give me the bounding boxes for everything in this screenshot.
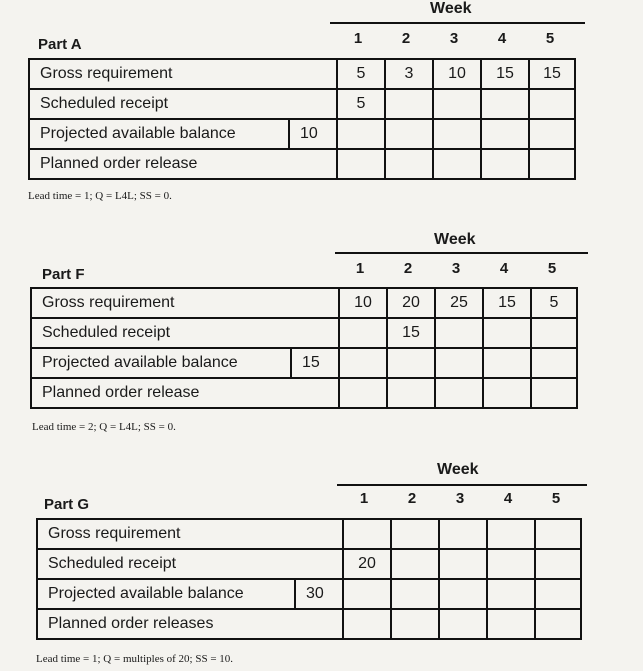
week-number: 4 [499,260,509,277]
week-cell [528,90,576,118]
mrp-row [30,60,576,90]
week-cell [534,580,582,608]
row-label: Gross requirement [48,525,181,542]
week-number: 1 [355,260,365,277]
week-cell [530,379,578,407]
week-cell [390,550,438,578]
week-number: 2 [403,260,413,277]
week-number: 3 [449,30,459,47]
part-title: Part G [44,496,90,513]
week-cell [438,520,486,548]
mrp-row [32,289,578,319]
week-cell: 15 [386,319,434,347]
row-label: Planned order release [42,384,200,401]
week-cell: 20 [386,289,434,317]
mrp-grid [36,518,582,640]
week-cell [390,520,438,548]
week-cell [480,150,528,178]
week-cell: 5 [336,90,384,118]
week-cell: 15 [480,60,528,88]
mrp-row [38,520,582,550]
lead-time-note: Lead time = 2; Q = L4L; SS = 0. [32,421,176,433]
week-cell [486,520,534,548]
week-number: 3 [455,490,465,507]
row-label: Projected available balance [42,354,238,371]
week-number: 5 [551,490,561,507]
week-number: 5 [545,30,555,47]
week-cell [434,349,482,377]
mrp-row [38,550,582,580]
week-cell [386,379,434,407]
week-cell [530,349,578,377]
row-label: Gross requirement [42,294,175,311]
mrp-grid [30,287,578,409]
part-title: Part F [42,266,85,283]
week-cell [384,90,432,118]
week-cell: 5 [336,60,384,88]
week-cell [390,610,438,638]
week-cell [338,379,386,407]
mrp-row [32,379,578,409]
week-cell [390,580,438,608]
week-number: 5 [547,260,557,277]
week-underline [337,484,587,486]
week-cell [432,150,480,178]
mrp-row [30,150,576,180]
week-cell: 5 [530,289,578,317]
week-cell [534,520,582,548]
week-cell [482,349,530,377]
week-cell [336,150,384,178]
week-cell [530,319,578,347]
week-cell: 10 [432,60,480,88]
week-number: 2 [401,30,411,47]
week-cell [482,379,530,407]
week-number: 1 [359,490,369,507]
week-cell: 15 [528,60,576,88]
row-label: Scheduled receipt [48,555,177,572]
week-cell [342,580,390,608]
week-cell [338,319,386,347]
part-title: Part A [38,36,82,53]
week-cell [338,349,386,377]
week-cell [434,319,482,347]
week-cell [534,550,582,578]
week-cell [438,550,486,578]
week-cell [480,90,528,118]
mrp-row [32,319,578,349]
row-label: Planned order releases [48,615,214,632]
lead-time-note: Lead time = 1; Q = multiples of 20; SS = 10. [36,653,234,665]
mrp-row [30,90,576,120]
week-cell [486,610,534,638]
week-underline [330,22,585,24]
week-cell: 25 [434,289,482,317]
week-cell [482,319,530,347]
week-number: 1 [353,30,363,47]
week-cell [432,90,480,118]
week-cell [528,150,576,178]
row-label: Scheduled receipt [42,324,171,341]
week-cell: 20 [342,550,390,578]
week-cell [336,120,384,148]
week-cell [342,610,390,638]
row-label: Scheduled receipt [40,95,169,112]
week-cell [486,580,534,608]
week-cell [434,379,482,407]
week-cell: 10 [338,289,386,317]
week-number: 3 [451,260,461,277]
week-cell [534,610,582,638]
week-cell: 3 [384,60,432,88]
row-label: Projected available balance [40,125,236,142]
week-cell [342,520,390,548]
week-cell [384,120,432,148]
mrp-grid [28,58,576,180]
week-number: 4 [503,490,513,507]
week-cell [438,580,486,608]
week-number: 2 [407,490,417,507]
week-cell [528,120,576,148]
row-label: Planned order release [40,155,198,172]
week-header: Week [434,231,476,248]
initial-balance-cell: 30 [294,580,342,608]
week-cell [432,120,480,148]
mrp-row [32,349,578,379]
mrp-row [38,580,582,610]
week-header: Week [430,0,472,17]
mrp-row [30,120,576,150]
initial-balance-cell: 10 [288,120,336,148]
week-number: 4 [497,30,507,47]
week-cell [384,150,432,178]
week-cell [438,610,486,638]
week-header: Week [437,461,479,478]
lead-time-note: Lead time = 1; Q = L4L; SS = 0. [28,190,172,202]
week-cell: 15 [482,289,530,317]
week-cell [486,550,534,578]
row-label: Projected available balance [48,585,244,602]
week-underline [335,252,588,254]
week-cell [386,349,434,377]
week-cell [480,120,528,148]
row-label: Gross requirement [40,65,173,82]
mrp-row [38,610,582,640]
initial-balance-cell: 15 [290,349,338,377]
